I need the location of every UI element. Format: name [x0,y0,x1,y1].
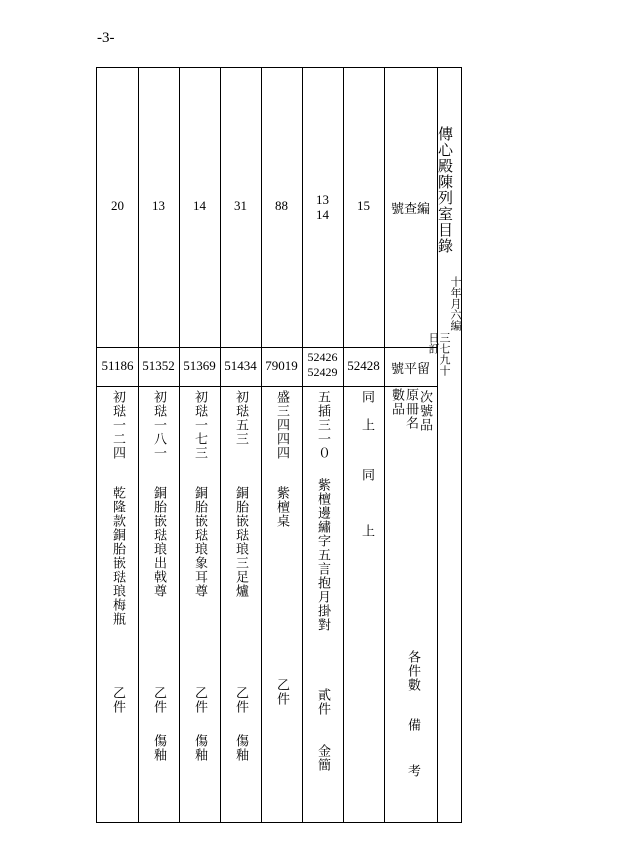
row-count: 乙件 [151,686,166,714]
row-count: 乙件 [233,686,248,714]
row-liupinghao: 51186 [101,358,134,373]
row-remark: 傷釉 [233,734,248,762]
row-liupinghao: 79019 [265,358,298,373]
row-liupinghao: 52428 [347,358,380,373]
row-bianchahao: 20 [111,198,124,213]
row-name-col1: 盛三四四四 [274,390,289,460]
catalog-table [96,67,462,823]
header-name-column [389,388,435,818]
header-bianchahao: 號查編 [390,201,430,216]
title-column [427,126,462,376]
row-name-col2: 同 上 [359,468,374,538]
row-name-col1: 初琺五三 [233,390,248,446]
row-name-col2: 紫檀邊繡字五言抱月掛對 [315,478,330,632]
header-original-line1: 原冊名 [403,388,418,430]
row-liupinghao: 51434 [224,358,257,373]
row-count: 貳件 [315,688,330,716]
row-divider [97,386,437,387]
row-count: 乙件 [192,686,207,714]
column-divider [261,68,262,822]
row-remark: 傷釉 [192,734,207,762]
row-bianchahao: 88 [275,198,288,213]
compile-note-line2: 三七九十日訂 [427,332,451,376]
column-divider [138,68,139,822]
row-name-col1: 初琺一八一 [151,390,166,460]
row-count: 乙件 [274,678,289,706]
row-name-col1: 同 上 [359,390,374,432]
catalog-title: 傳心殿陳列室目錄 [436,126,454,254]
column-divider [179,68,180,822]
column-divider [384,68,385,822]
row-count: 乙件 [110,686,125,714]
row-bianchahao: 13 14 [316,192,329,222]
row-divider [97,347,437,348]
header-remark-label: 備 考 [405,718,420,787]
row-bianchahao: 31 [234,198,247,213]
column-divider [220,68,221,822]
row-name-col1: 五插三一０ [315,390,330,460]
row-bianchahao: 15 [357,198,370,213]
row-name-col1: 初琺一二四 [110,390,125,460]
row-name-col2: 銅胎嵌琺琅出戟尊 [151,486,166,598]
row-liupinghao: 51369 [183,358,216,373]
row-name-col1: 初琺一七三 [192,390,207,460]
row-bianchahao: 13 [152,198,165,213]
row-name-col2: 銅胎嵌琺琅三足爐 [233,486,248,598]
header-count-label: 各件數 [405,650,420,692]
row-bianchahao: 14 [193,198,206,213]
row-remark: 傷釉 [151,734,166,762]
header-liupinghao: 號平留 [390,361,430,376]
row-liupinghao: 51352 [142,358,175,373]
row-remark: 金簡 [315,744,330,772]
header-original-line3: 數品 [389,388,404,416]
column-divider [343,68,344,822]
row-name-col2: 乾隆款銅胎嵌琺琅梅瓶 [110,486,125,626]
compile-note-line1: 十年月六編 [449,276,462,331]
row-name-col2: 紫檀桌 [274,486,289,528]
row-name-col2: 銅胎嵌琺琅象耳尊 [192,486,207,598]
column-divider [302,68,303,822]
row-liupinghao: 52426 52429 [307,350,338,379]
header-original-line2: 次號品 [417,390,432,432]
page-number: -3- [97,30,115,46]
